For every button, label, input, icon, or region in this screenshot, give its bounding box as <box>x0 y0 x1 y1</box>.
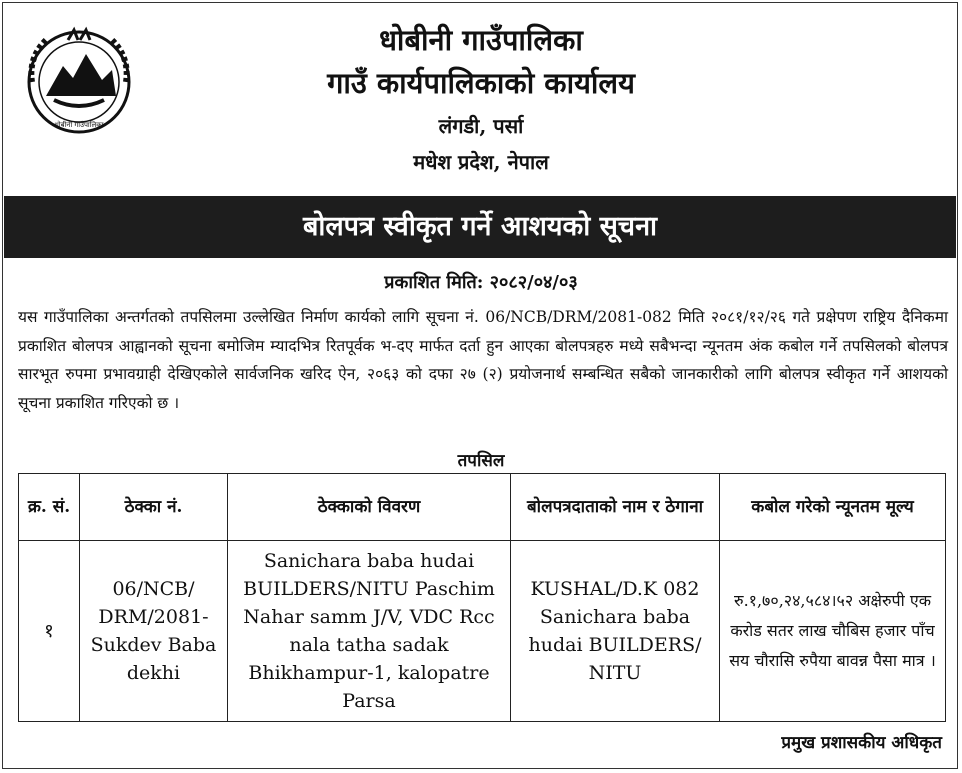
table-row <box>19 541 946 722</box>
cell-amount: रु.१,७०,२४,५८४।५२ अक्षेरुपी एक करोड सतर लाख चौबिस हजार पाँच सय चौरासि रुपैया बावन्न पैसा मात्र । <box>720 541 946 722</box>
municipality-name: धोबीनी गाउँपालिका <box>379 23 583 57</box>
emblem-caption: धोबीनी गाउँपालिका <box>54 121 104 129</box>
col-header-bidder: बोलपत्रदाताको नाम र ठेगाना <box>511 474 720 541</box>
office-name: गाउँ कार्यपालिकाको कार्यालय <box>327 66 635 100</box>
notice-title: बोलपत्र स्वीकृत गर्ने आशयको सूचना <box>302 211 658 242</box>
col-header-amount: कबोल गरेको न्यूनतम मूल्य <box>720 474 946 541</box>
cell-sn: १ <box>19 541 80 722</box>
province-country: मधेश प्रदेश, नेपाल <box>413 150 549 174</box>
col-header-contract-no: ठेक्का नं. <box>80 474 228 541</box>
col-header-description: ठेक्काको विवरण <box>228 474 511 541</box>
notice-title-banner <box>4 196 956 258</box>
bid-details-table <box>18 473 946 722</box>
cell-bidder: KUSHAL/D.K 082 Sanichara baba hudai BUILDERS/ NITU <box>511 541 720 722</box>
notice-body-text: यस गाउँपालिका अन्तर्गतको तपसिलमा उल्लेखित निर्माण कार्यको लागि सूचना नं. 06/NCB/DRM/2081-082 मिति २०८१/१२/२६ गते प्रक्षेपण राष्ट्रिय दैनिकमा प्रकाशित बोलपत्र आह्वानको सूचना बमोजिम म्यादभित्र रितपूर्वक भ-दए मार्फत दर्ता हुन आएका बोलपत्रहरु मध्ये सबैभन्दा न्यूनतम अंक कबोल गर्ने तपसिलको बोलपत्र सारभूत रुपमा प्रभावग्राही देखिएकोले सार्वजनिक खरिद ऐन, २०६३ को दफा २७ (२) प्रयोजनार्थ सम्बन्धित सबैको जानकारीको लागि बोलपत्र स्वीकृत गर्ने आशयको सूचना प्रकाशित गरिएको छ । <box>18 308 948 412</box>
table-header-row <box>19 474 946 541</box>
cell-contract-no: 06/NCB/ DRM/2081- Sukdev Baba dekhi <box>80 541 228 722</box>
col-header-sn: क्र. सं. <box>19 474 80 541</box>
table-caption: तपसिल <box>457 451 505 471</box>
cell-description: Sanichara baba hudai BUILDERS/NITU Paschim Nahar samm J/V, VDC Rcc nala tatha sadak Bhikhampur-1, kalopatre Parsa <box>228 541 511 722</box>
signature-designation: प्रमुख प्रशासकीय अधिकृत <box>781 733 942 753</box>
office-location: लंगडी, पर्सा <box>438 114 524 138</box>
published-date: प्रकाशित मिति: २०८२/०४/०३ <box>384 272 578 293</box>
